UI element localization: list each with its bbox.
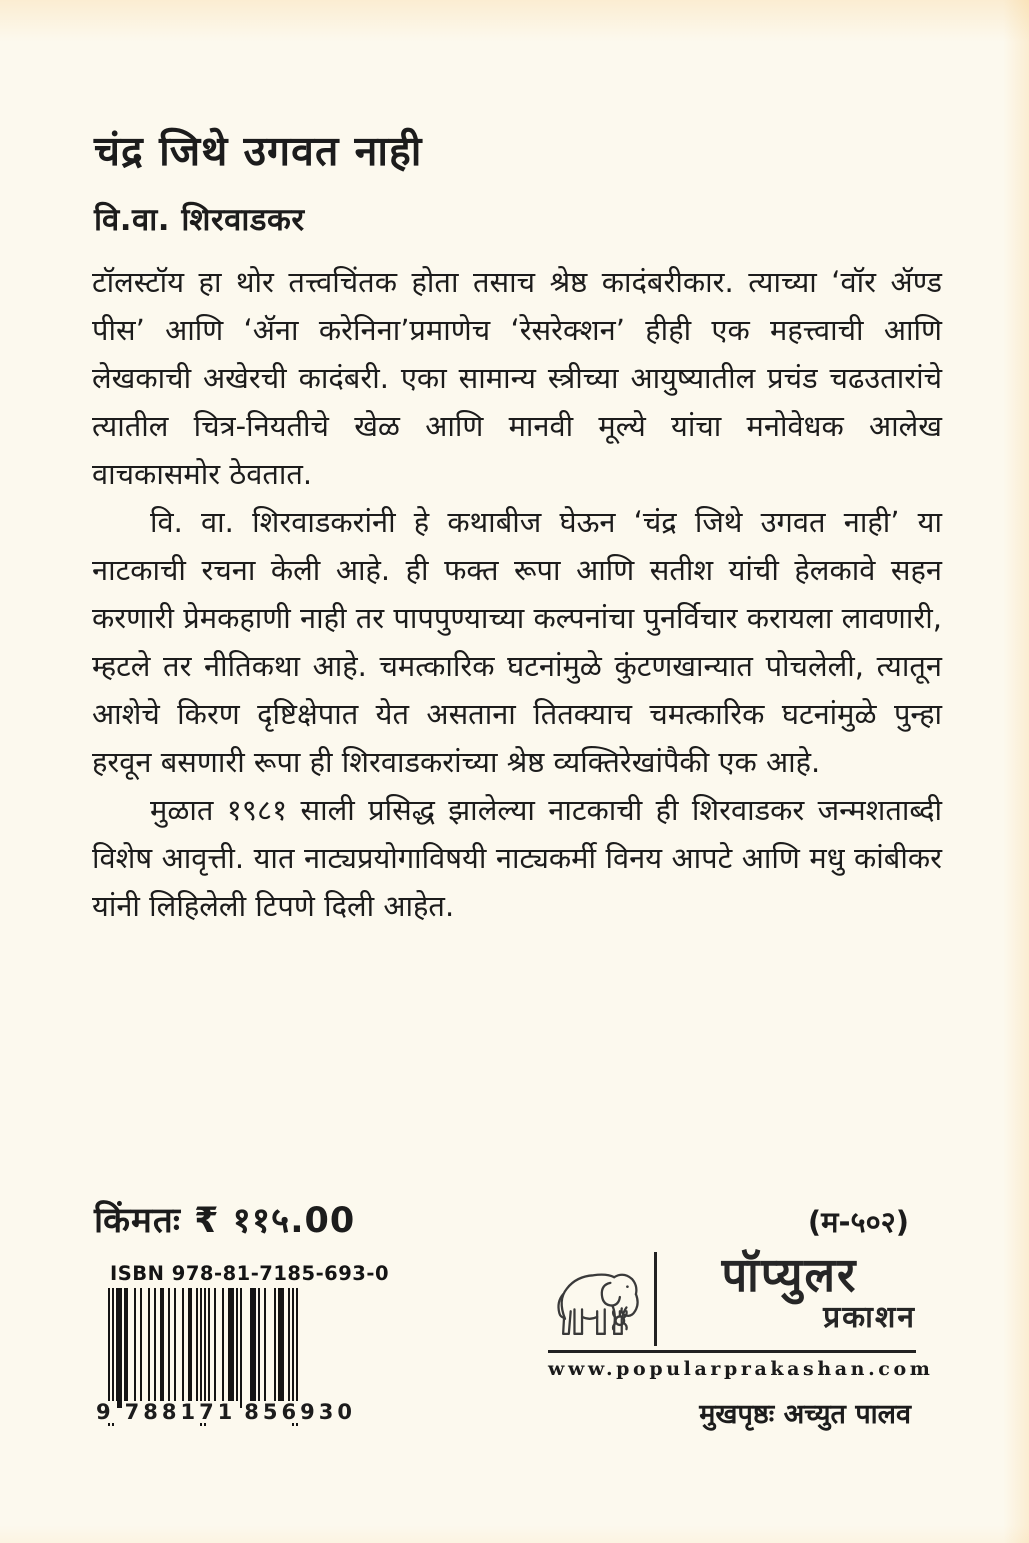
publisher-name-line1: पॉप्युलर	[721, 1246, 858, 1303]
book-author: वि.वा. शिरवाडकर	[94, 202, 305, 238]
publisher-website: www.popularprakashan.com	[548, 1358, 934, 1380]
barcode-digit-group1: 788171	[124, 1400, 237, 1424]
publisher-name	[663, 1246, 916, 1346]
barcode-digits	[94, 1400, 356, 1424]
book-title: चंद्र जिथे उगवत नाही	[94, 127, 423, 175]
series-code: (म-५०२)	[807, 1205, 909, 1239]
blurb	[92, 258, 942, 930]
cover-designer-credit: मुखपृष्ठः अच्युत पालव	[699, 1399, 911, 1430]
logo-divider	[654, 1252, 657, 1346]
elephant-logo-icon	[548, 1250, 652, 1346]
isbn-barcode-block	[94, 1262, 390, 1426]
blurb-paragraph-3: मुळात १९८१ साली प्रसिद्ध झालेल्या नाटकाची ही शिरवाडकर जन्मशताब्दी विशेष आवृत्ती. यात नाट्यप्रयोगाविषयी नाट्यकर्मी विनय आपटे आणि मधु कांबीकर यांनी लिहिलेली टिपणे दिली आहेत.	[92, 793, 942, 923]
blurb-paragraph-2: वि. वा. शिरवाडकरांनी हे कथाबीज घेऊन ‘चंद्र जिथे उगवत नाही’ या नाटकाची रचना केली आहे. ही फक्त रूपा आणि सतीश यांची हेलकावे सहन करणारी प्रेमकहाणी नाही तर पापपुण्याच्या कल्पनांचा पुनर्विचार करायला लावणारी, म्हटले तर नीतिकथा आहे. चमत्कारिक घटनांमुळे कुंटणखान्यात पोचलेली, त्यातून आशेचे किरण दृष्टिक्षेपात येत असताना तितक्याच चमत्कारिक घटनांमुळे पुन्हा हरवून बसणारी रूपा ही शिरवाडकरांच्या श्रेष्ठ व्यक्तिरेखांपैकी एक आहे.	[92, 505, 942, 779]
blurb-paragraph-1: टॉलस्टॉय हा थोर तत्त्वचिंतक होता तसाच श्रेष्ठ कादंबरीकार. त्याच्या ‘वॉर ॲण्ड पीस’ आणि ‘ॲना करेनिना’प्रमाणेच ‘रेसरेक्शन’ हीही एक महत्त्वाची आणि लेखकाची अखेरची कादंबरी. एका सामान्य स्त्रीच्या आयुष्यातील प्रचंड चढउतारांचे त्यातील चित्र-नियतीचे खेळ आणि मानवी मूल्ये यांचा मनोवेधक आलेख वाचकासमोर ठेवतात.	[92, 265, 942, 491]
barcode-digit-group2: 856930	[244, 1400, 356, 1424]
publisher-name-line2: प्रकाशन	[823, 1300, 916, 1335]
publisher-logo-block	[548, 1246, 934, 1380]
publisher-logo-row	[548, 1246, 916, 1346]
isbn-label: ISBN 978-81-7185-693-0	[110, 1262, 390, 1285]
price-label: किंमतः ₹ ११५.00	[94, 1201, 356, 1241]
logo-underline	[548, 1350, 916, 1353]
barcode-digit-lead: 9	[96, 1400, 115, 1424]
